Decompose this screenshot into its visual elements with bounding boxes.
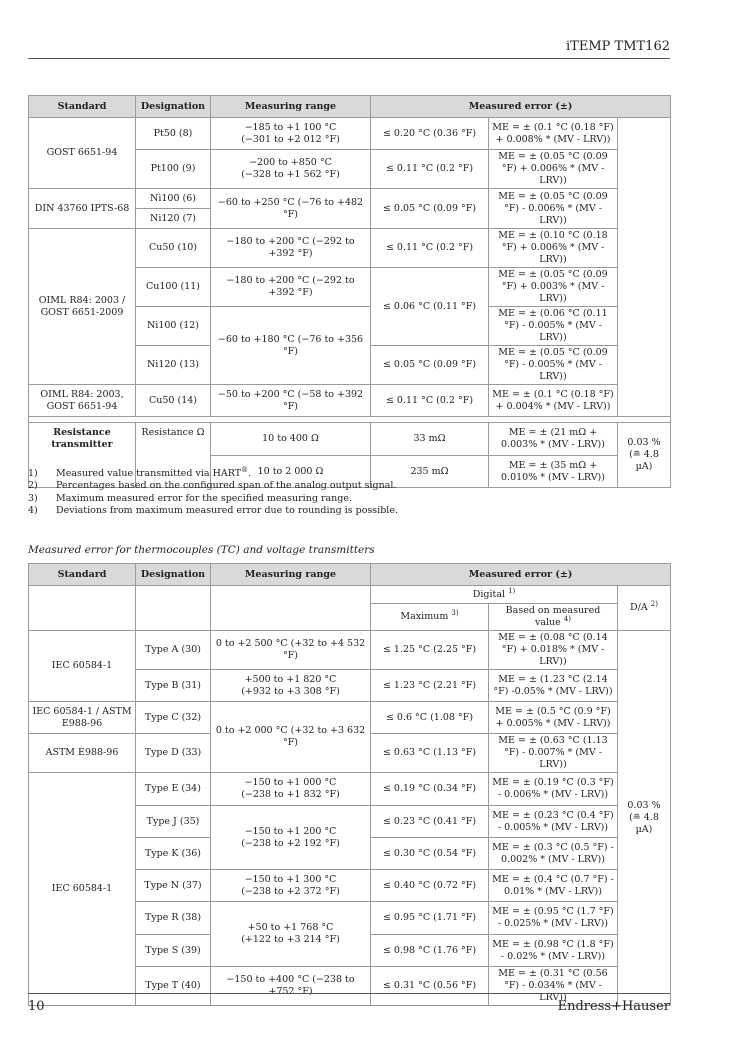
- col-designation: Designation: [136, 564, 211, 586]
- cell-designation: Type R (38): [136, 902, 211, 935]
- cell-max: ≤ 0.11 °C (0.2 °F): [371, 385, 489, 417]
- cell-da: 0.03 % (≘ 4.8 µA): [618, 423, 671, 488]
- col-error: Measured error (±): [371, 564, 671, 586]
- cell-standard: OIML R84: 2003, GOST 6651-94: [29, 385, 136, 417]
- cell-me: ME = ± (21 mΩ + 0.003% * (MV - LRV)): [489, 423, 618, 456]
- cell-designation: Cu50 (10): [136, 229, 211, 268]
- footnote: [28, 505, 398, 517]
- cell-empty: [29, 586, 136, 631]
- tc-table-caption: Measured error for thermocouples (TC) and voltage transmitters: [28, 544, 375, 556]
- cell-max: ≤ 0.20 °C (0.36 °F): [371, 118, 489, 150]
- cell-max: ≤ 0.6 °C (1.08 °F): [371, 702, 489, 734]
- cell-max: ≤ 0.23 °C (0.41 °F): [371, 806, 489, 838]
- cell-da-empty: [618, 118, 671, 417]
- cell-range: −60 to +180 °C (−76 to +356 °F): [211, 307, 371, 385]
- cell-range: −150 to +400 °C (−238 to +752 °F): [211, 967, 371, 1006]
- cell-range: −60 to +250 °C (−76 to +482 °F): [211, 189, 371, 229]
- cell-me: ME = ± (0.05 °C (0.09 °F) + 0.003% * (MV - LRV)): [489, 268, 618, 307]
- cell-standard: IEC 60584-1: [29, 773, 136, 1006]
- cell-designation: Ni100 (12): [136, 307, 211, 346]
- cell-designation: Type C (32): [136, 702, 211, 734]
- cell-designation: Type A (30): [136, 631, 211, 670]
- cell-max: ≤ 0.11 °C (0.2 °F): [371, 229, 489, 268]
- cell-me: ME = ± (0.1 °C (0.18 °F) + 0.004% * (MV - LRV)): [489, 385, 618, 417]
- cell-me: ME = ± (0.3 °C (0.5 °F) - 0.002% * (MV - LRV)): [489, 838, 618, 870]
- cell-me: ME = ± (0.63 °C (1.13 °F) - 0.007% * (MV - LRV)): [489, 734, 618, 773]
- cell-me: ME = ± (0.08 °C (0.14 °F) + 0.018% * (MV - LRV)): [489, 631, 618, 670]
- cell-me: ME = ± (0.05 °C (0.09 °F) - 0.006% * (MV - LRV)): [489, 189, 618, 229]
- cell-range: −200 to +850 °C (−328 to +1 562 °F): [211, 150, 371, 189]
- cell-range: +500 to +1 820 °C (+932 to +3 308 °F): [211, 670, 371, 702]
- footnote: [28, 480, 398, 492]
- cell-max: ≤ 0.30 °C (0.54 °F): [371, 838, 489, 870]
- document-title: iTEMP TMT162: [566, 39, 670, 54]
- cell-designation: Type J (35): [136, 806, 211, 838]
- cell-me: ME = ± (0.06 °C (0.11 °F) - 0.005% * (MV - LRV)): [489, 307, 618, 346]
- col-range: Measuring range: [211, 96, 371, 118]
- cell-da: 0.03 % (≘ 4.8 µA): [618, 631, 671, 1006]
- cell-designation: Ni100 (6): [136, 189, 211, 209]
- cell-max: 235 mΩ: [371, 456, 489, 488]
- footnote-number: 3): [28, 492, 38, 504]
- cell-empty: [136, 586, 211, 631]
- col-range: Measuring range: [211, 564, 371, 586]
- cell-me: ME = ± (0.10 °C (0.18 °F) + 0.006% * (MV - LRV)): [489, 229, 618, 268]
- cell-empty: [211, 586, 371, 631]
- cell-me: ME = ± (0.98 °C (1.8 °F) - 0.02% * (MV - LRV)): [489, 935, 618, 967]
- cell-range: −185 to +1 100 °C (−301 to +2 012 °F): [211, 118, 371, 150]
- col-error: Measured error (±): [371, 96, 671, 118]
- cell-me: ME = ± (0.5 °C (0.9 °F) + 0.005% * (MV - LRV)): [489, 702, 618, 734]
- cell-me: ME = ± (0.31 °C (0.56 °F) - 0.034% * (MV - LRV)): [489, 967, 618, 1006]
- col-maximum: Maximum $^{3)}$: [371, 604, 489, 631]
- cell-max: ≤ 0.19 °C (0.34 °F): [371, 773, 489, 806]
- cell-designation: Type K (36): [136, 838, 211, 870]
- col-standard: Standard: [29, 564, 136, 586]
- cell-designation: Type N (37): [136, 870, 211, 902]
- cell-designation: Pt50 (8): [136, 118, 211, 150]
- cell-me: ME = ± (0.19 °C (0.3 °F) - 0.006% * (MV - LRV)): [489, 773, 618, 806]
- cell-standard-resistance: Resistance transmitter: [29, 423, 136, 488]
- footnote-text: Maximum measured error for the specified measuring range.: [56, 492, 352, 504]
- cell-designation: Ni120 (7): [136, 209, 211, 229]
- cell-designation: Type E (34): [136, 773, 211, 806]
- cell-range: 0 to +2 000 °C (+32 to +3 632 °F): [211, 702, 371, 773]
- col-based: Based on measured value $^{4)}$: [489, 604, 618, 631]
- cell-me: ME = ± (0.23 °C (0.4 °F) - 0.005% * (MV - LRV)): [489, 806, 618, 838]
- cell-standard: GOST 6651-94: [29, 118, 136, 189]
- cell-standard: IEC 60584-1: [29, 631, 136, 702]
- cell-me: ME = ± (0.05 °C (0.09 °F) - 0.005% * (MV - LRV)): [489, 346, 618, 385]
- col-standard: Standard: [29, 96, 136, 118]
- col-da: D/A $^{2)}$: [618, 586, 671, 631]
- cell-designation: Type D (33): [136, 734, 211, 773]
- footnote-text: Measured value transmitted via HART®.: [56, 465, 252, 479]
- footer-rule: [28, 993, 670, 994]
- cell-max: ≤ 0.06 °C (0.11 °F): [371, 268, 489, 346]
- cell-max: ≤ 0.31 °C (0.56 °F): [371, 967, 489, 1006]
- page-number: 10: [28, 999, 45, 1014]
- col-designation: Designation: [136, 96, 211, 118]
- footnote-text: Percentages based on the configured span of the analog output signal.: [56, 480, 397, 492]
- cell-standard: OIML R84: 2003 / GOST 6651-2009: [29, 229, 136, 385]
- cell-max: ≤ 0.98 °C (1.76 °F): [371, 935, 489, 967]
- cell-range: 10 to 400 Ω: [211, 423, 371, 456]
- cell-designation: Pt100 (9): [136, 150, 211, 189]
- cell-me: ME = ± (0.95 °C (1.7 °F) - 0.025% * (MV - LRV)): [489, 902, 618, 935]
- cell-max: ≤ 0.95 °C (1.71 °F): [371, 902, 489, 935]
- cell-range: −50 to +200 °C (−58 to +392 °F): [211, 385, 371, 417]
- cell-range: −150 to +1 000 °C (−238 to +1 832 °F): [211, 773, 371, 806]
- cell-range: 0 to +2 500 °C (+32 to +4 532 °F): [211, 631, 371, 670]
- cell-designation: Resistance Ω: [136, 423, 211, 488]
- cell-designation: Cu100 (11): [136, 268, 211, 307]
- cell-designation: Type B (31): [136, 670, 211, 702]
- cell-range: −180 to +200 °C (−292 to +392 °F): [211, 229, 371, 268]
- cell-range: 10 to 2 000 Ω: [211, 456, 371, 488]
- header-rule: [28, 58, 670, 59]
- cell-standard: ASTM E988-96: [29, 734, 136, 773]
- cell-range: −150 to +1 200 °C (−238 to +2 192 °F): [211, 806, 371, 870]
- cell-max: ≤ 1.25 °C (2.25 °F): [371, 631, 489, 670]
- footnote-number: 2): [28, 480, 38, 492]
- cell-max: 33 mΩ: [371, 423, 489, 456]
- footer-brand: Endress+Hauser: [557, 999, 670, 1014]
- rtd-error-table: [28, 95, 671, 488]
- cell-me: ME = ± (0.05 °C (0.09 °F) + 0.006% * (MV - LRV)): [489, 150, 618, 189]
- cell-max: ≤ 0.05 °C (0.09 °F): [371, 346, 489, 385]
- cell-range: −180 to +200 °C (−292 to +392 °F): [211, 268, 371, 307]
- footnote-number: 4): [28, 504, 38, 516]
- col-digital: Digital $^{1)}$: [371, 586, 618, 604]
- cell-me: ME = ± (0.4 °C (0.7 °F) - 0.01% * (MV - LRV)): [489, 870, 618, 902]
- cell-designation: Type S (39): [136, 935, 211, 967]
- cell-designation: Type T (40): [136, 967, 211, 1006]
- cell-standard: DIN 43760 IPTS-68: [29, 189, 136, 229]
- cell-me: ME = ± (0.1 °C (0.18 °F) + 0.008% * (MV - LRV)): [489, 118, 618, 150]
- footnote: [28, 493, 398, 505]
- cell-range: +50 to +1 768 °C (+122 to +3 214 °F): [211, 902, 371, 967]
- footnotes: [28, 465, 398, 517]
- cell-designation: Ni120 (13): [136, 346, 211, 385]
- cell-max: ≤ 0.05 °C (0.09 °F): [371, 189, 489, 229]
- cell-max: ≤ 0.11 °C (0.2 °F): [371, 150, 489, 189]
- cell-range: −150 to +1 300 °C (−238 to +2 372 °F): [211, 870, 371, 902]
- cell-max: ≤ 0.40 °C (0.72 °F): [371, 870, 489, 902]
- cell-me: ME = ± (35 mΩ + 0.010% * (MV - LRV)): [489, 456, 618, 488]
- cell-max: ≤ 1.23 °C (2.21 °F): [371, 670, 489, 702]
- cell-designation: Cu50 (14): [136, 385, 211, 417]
- footnote-text: Deviations from maximum measured error due to rounding is possible.: [56, 504, 398, 516]
- cell-standard: IEC 60584-1 / ASTM E988-96: [29, 702, 136, 734]
- tc-error-table: [28, 563, 671, 1006]
- cell-me: ME = ± (1.23 °C (2.14 °F) -0.05% * (MV - LRV)): [489, 670, 618, 702]
- footnote-number: 1): [28, 468, 38, 479]
- cell-max: ≤ 0.63 °C (1.13 °F): [371, 734, 489, 773]
- footnote: [28, 465, 398, 480]
